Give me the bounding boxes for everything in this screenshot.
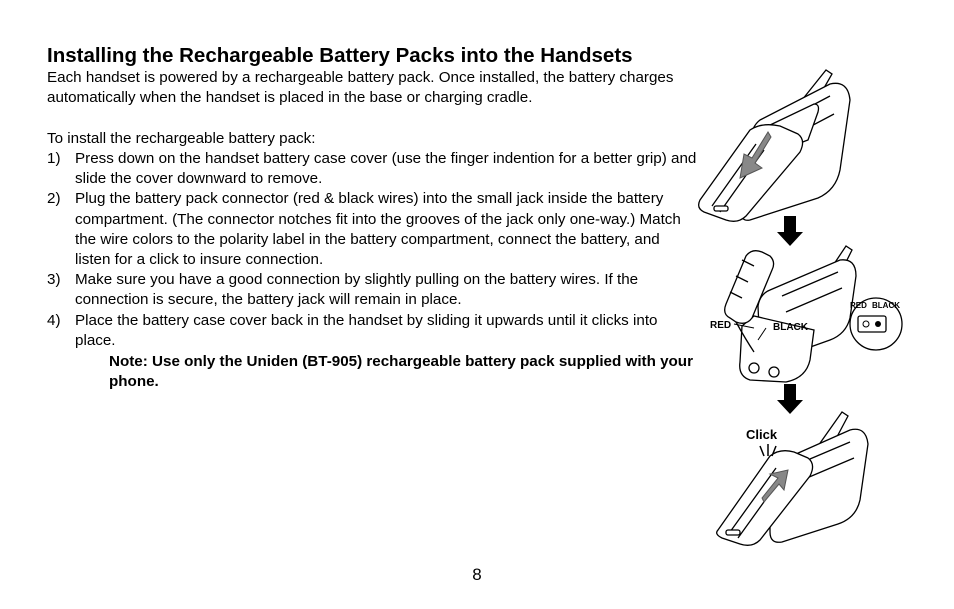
step-text: Press down on the handset battery case cover (use the finger indention for a better grip) and slide the cover downward to remove. [75,150,697,188]
step-text: Plug the battery pack connector (red & black wires) into the small jack inside the battery compartment. (The connector notches fit into the grooves of the jack only one-way.) Match the wire colors to the polarity label in the battery compartment, connect the battery, and listen for a click to insure connection. [75,190,681,269]
page-number: 8 [472,565,482,584]
intro-paragraph: Each handset is powered by a rechargeable battery pack. Once installed, the battery charges automatically when the handset is placed in the base or charging cradle. [47,69,674,107]
step-text: Place the battery case cover back in the handset by sliding it upwards until it clicks into place. [75,311,658,349]
note-text: Note: Use only the Uniden (BT-905) rechargeable battery pack supplied with your phone. [109,353,693,391]
list-item [47,311,697,351]
polarity-negative-icon [875,321,881,327]
black-wire-label: BLACK [773,322,808,333]
handset-battery-connection-drawing [725,246,856,382]
step-number: 4) [47,311,61,329]
step-text: Make sure you have a good connection by slightly pulling on the battery wires. If the connection is secure, the battery jack will remain in place. [75,271,639,309]
step-down-arrow [777,384,803,414]
step-down-arrow [777,216,803,246]
inset-black-label: BLACK [872,301,900,310]
list-item [47,189,697,270]
red-wire-label: RED [710,320,732,331]
click-label: Click [746,427,778,442]
inset-red-label: RED [850,301,867,310]
step-number: 3) [47,271,61,289]
page-title: Installing the Rechargeable Battery Packs into the Handsets [47,44,633,67]
handset-cover-replace-drawing [717,412,868,545]
handset-cover-removal-drawing [699,70,850,221]
steps-list [47,149,697,351]
list-item [47,149,697,189]
instructions-lead: To install the rechargeable battery pack: [47,130,316,147]
battery-installation-illustration [690,60,930,560]
list-item [47,270,697,310]
polarity-positive-icon [863,321,869,327]
step-number: 1) [47,150,61,167]
step-number: 2) [47,190,61,208]
polarity-label-inset [850,298,902,350]
